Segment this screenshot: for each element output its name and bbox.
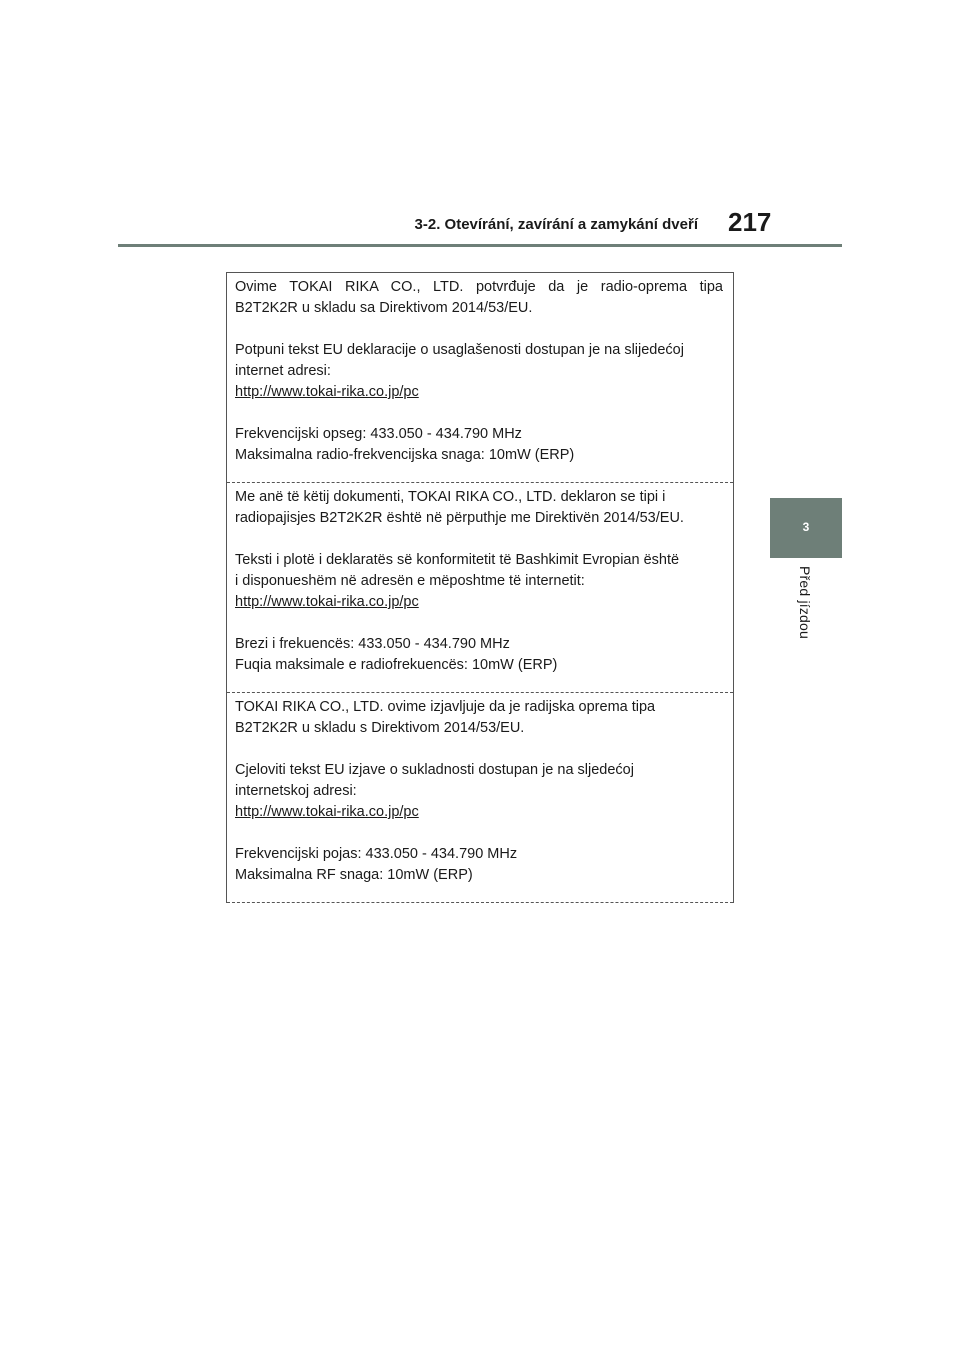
declaration-url-link[interactable]: http://www.tokai-rika.co.jp/pc	[235, 594, 419, 610]
text-line: Maksimalna RF snaga: 10mW (ERP)	[235, 867, 473, 883]
page-number: 217	[728, 207, 772, 237]
declaration-box-croatian	[227, 693, 733, 903]
text-line: internetskoj adresi:	[235, 783, 357, 799]
declaration-url-link[interactable]: http://www.tokai-rika.co.jp/pc	[235, 384, 419, 400]
declaration-url-link[interactable]: http://www.tokai-rika.co.jp/pc	[235, 804, 419, 820]
chapter-tab	[770, 498, 842, 558]
text-line: Cjeloviti tekst EU izjave o sukladnosti dostupan je na sljedećoj	[235, 762, 634, 778]
text-line: Maksimalna radio-frekvencijska snaga: 10mW (ERP)	[235, 447, 575, 463]
text-line: i disponueshëm në adresën e mëposhtme të internetit:	[235, 573, 585, 589]
declaration-paragraph	[235, 634, 723, 676]
text-line: internet adresi:	[235, 363, 331, 379]
declaration-box-albanian	[227, 483, 733, 693]
text-line: Brezi i frekuencës: 433.050 - 434.790 MHz	[235, 636, 510, 652]
text-line: Frekvencijski opseg: 433.050 - 434.790 MHz	[235, 426, 522, 442]
section-title: 3-2. Otevírání, zavírání a zamykání dveří	[414, 216, 698, 233]
declaration-paragraph	[235, 844, 723, 886]
text-line: Potpuni tekst EU deklaracije o usaglašenosti dostupan je na slijedećoj	[235, 342, 684, 358]
text-line: Fuqia maksimale e radiofrekuencës: 10mW (ERP)	[235, 657, 558, 673]
header-rule	[118, 244, 842, 247]
chapter-title: Před jízdou	[797, 566, 813, 640]
chapter-number: 3	[802, 520, 810, 534]
declaration-paragraph	[235, 424, 723, 466]
declaration-paragraph	[235, 277, 723, 319]
declaration-paragraph	[235, 760, 723, 823]
text-line: Me anë të këtij dokumenti, TOKAI RIKA CO., LTD. deklaron se tipi i	[235, 489, 666, 505]
text-line: Ovime TOKAI RIKA CO., LTD. potvrđuje da je radio-oprema tipa	[235, 279, 723, 295]
text-line: radiopajisjes B2T2K2R është në përputhje me Direktivën 2014/53/EU.	[235, 510, 684, 526]
declaration-paragraph	[235, 697, 723, 739]
text-line: TOKAI RIKA CO., LTD. ovime izjavljuje da je radijska oprema tipa	[235, 699, 656, 715]
declaration-paragraph	[235, 340, 723, 403]
text-line: Frekvencijski pojas: 433.050 - 434.790 MHz	[235, 846, 518, 862]
declaration-paragraph	[235, 550, 723, 613]
text-line: B2T2K2R u skladu s Direktivom 2014/53/EU.	[235, 720, 525, 736]
declaration-paragraph	[235, 487, 723, 529]
declaration-boxes	[226, 272, 734, 903]
text-line: B2T2K2R u skladu sa Direktivom 2014/53/EU.	[235, 300, 533, 316]
text-line: Teksti i plotë i deklaratës së konformitetit të Bashkimit Evropian është	[235, 552, 680, 568]
declaration-box-bosnian	[227, 273, 733, 483]
